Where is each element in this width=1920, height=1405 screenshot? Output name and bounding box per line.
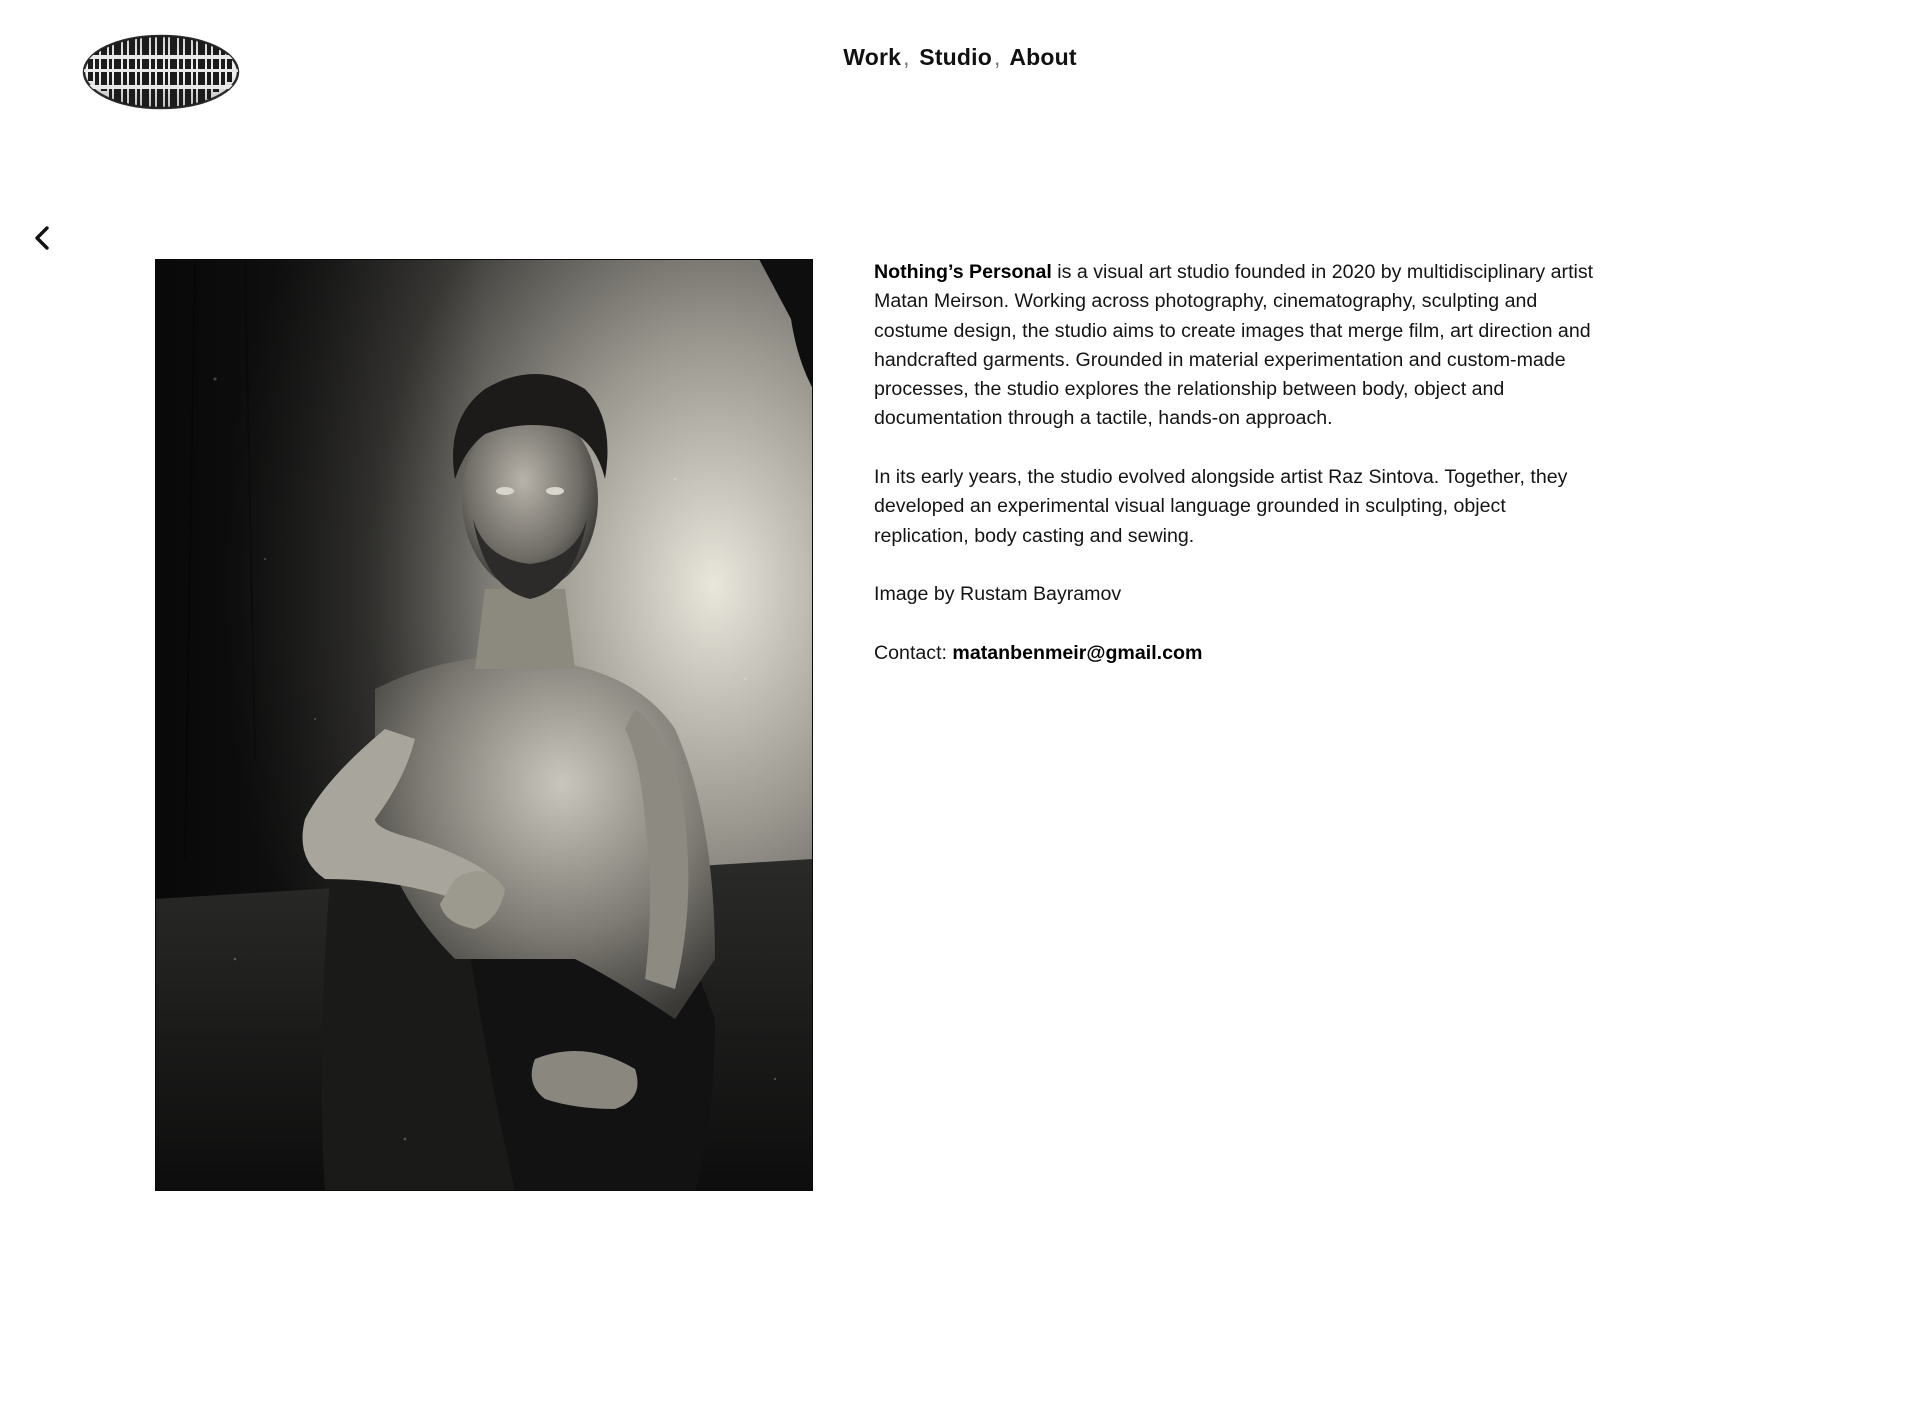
nav-link-about[interactable]: About — [1009, 44, 1077, 70]
studio-name: Nothing’s Personal — [874, 261, 1052, 283]
nav-separator: , — [994, 44, 1001, 70]
history-paragraph: In its early years, the studio evolved alongside artist Raz Sintova. Together, they developed an experimental visual language grounded in sculpting, object replication, body casting and sewing. — [874, 466, 1568, 547]
back-button[interactable] — [28, 220, 58, 256]
main-nav — [0, 44, 1920, 71]
contact-line — [874, 639, 1594, 668]
chevron-left-icon — [28, 220, 58, 256]
contact-label: Contact: — [874, 641, 953, 664]
nav-separator: , — [903, 44, 910, 70]
image-credit: Image by Rustam Bayramov — [874, 583, 1122, 606]
portrait-image — [155, 259, 813, 1191]
nav-link-studio[interactable]: Studio — [919, 44, 993, 70]
intro-paragraph — [874, 258, 1594, 434]
intro-text: is a visual art studio founded in 2020 by multidisciplinary artist Matan Meirson. Working across photography, cinematography, sculpting and costume design, the studio aims to create images that merge film, art direction and handcrafted garments. Grounded in material experimentation and custom-made processes, the studio explores the relationship between body, object and documentation through a tactile, hands-on approach. — [874, 261, 1594, 430]
portrait-photo — [155, 259, 813, 1191]
nav-link-work[interactable]: Work — [843, 44, 902, 70]
about-text — [874, 258, 1594, 697]
contact-email-link[interactable]: matanbenmeir@gmail.com — [952, 641, 1203, 664]
